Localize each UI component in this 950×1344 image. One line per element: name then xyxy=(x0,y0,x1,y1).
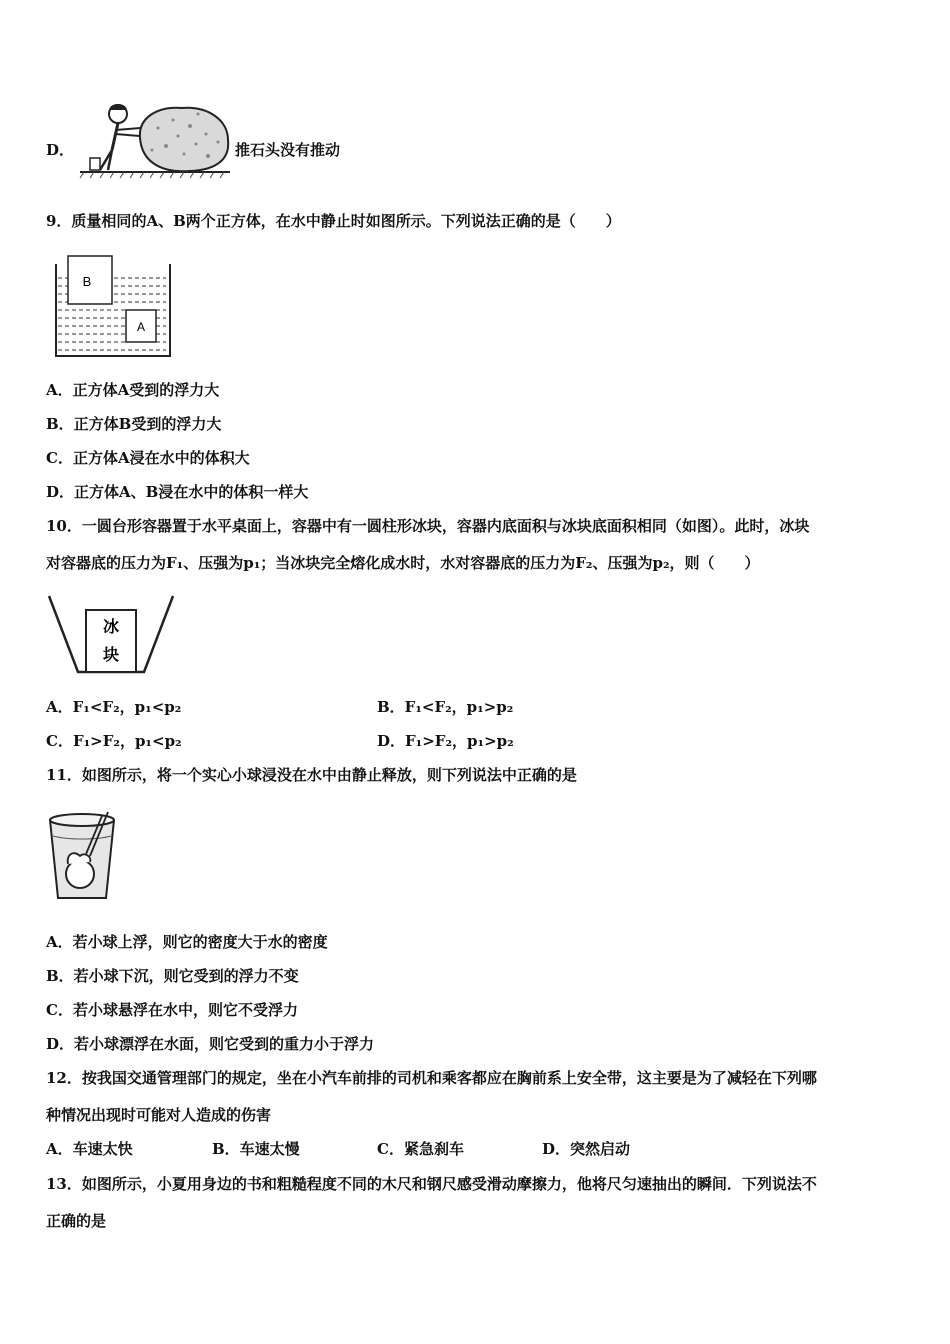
pushing-rock-figure xyxy=(78,98,238,188)
q10-fig-label-block: 块 xyxy=(102,645,120,664)
q12-question-line1: 12．按我国交通管理部门的规定，坐在小汽车前排的司机和乘客都应在胸前系上安全带，这主要是为了减轻在下列哪 xyxy=(46,1069,817,1087)
q10-fig-label-ice: 冰 xyxy=(102,617,120,636)
q9-container-figure xyxy=(54,250,174,360)
q9-fig-label-b: B xyxy=(82,274,92,289)
q10-question-line2: 对容器底的压力为F₁、压强为p₁；当冰块完全熔化成水时，水对容器底的压力为F₂、压强为p₂，则（ ） xyxy=(46,554,760,572)
q9-fig-label-a: A xyxy=(136,320,146,334)
q12-option-a: A．车速太快 xyxy=(46,1140,133,1158)
q10-option-a: A．F₁<F₂，p₁<p₂ xyxy=(46,698,182,716)
q11-option-b: B．若小球下沉，则它受到的浮力不变 xyxy=(46,967,299,985)
q10-option-d: D．F₁>F₂，p₁>p₂ xyxy=(377,732,514,750)
q9-question: 9．质量相同的A、B两个正方体，在水中静止时如图所示。下列说法正确的是（ ） xyxy=(46,212,621,230)
q13-question-line1: 13．如图所示，小夏用身边的书和粗糙程度不同的木尺和钢尺感受滑动摩擦力，他将尺匀速抽出的瞬间．下列说法不 xyxy=(46,1175,817,1193)
q12-option-c: C．紧急刹车 xyxy=(377,1140,464,1158)
q8-option-d-caption: 推石头没有推动 xyxy=(235,141,341,159)
q9-option-a: A．正方体A受到的浮力大 xyxy=(46,381,220,399)
q11-glass-ball-figure xyxy=(44,806,120,906)
q10-option-b: B．F₁<F₂，p₁>p₂ xyxy=(377,698,514,716)
q9-option-d: D．正方体A、B浸在水中的体积一样大 xyxy=(46,483,309,501)
q13-question-line2: 正确的是 xyxy=(46,1212,107,1230)
q12-option-b: B．车速太慢 xyxy=(212,1140,300,1158)
q12-option-d: D．突然启动 xyxy=(542,1140,631,1158)
q8-option-d-label: D． xyxy=(46,141,75,159)
q11-option-d: D．若小球漂浮在水面，则它受到的重力小于浮力 xyxy=(46,1035,375,1053)
q10-option-c: C．F₁>F₂，p₁<p₂ xyxy=(46,732,182,750)
q9-option-b: B．正方体B受到的浮力大 xyxy=(46,415,222,433)
q12-question-line2: 种情况出现时可能对人造成的伤害 xyxy=(46,1106,272,1124)
q11-option-c: C．若小球悬浮在水中，则它不受浮力 xyxy=(46,1001,298,1019)
q10-question-line1: 10．一圆台形容器置于水平桌面上，容器中有一圆柱形冰块，容器内底面积与冰块底面积相同（如图）。此时，冰块 xyxy=(46,517,810,535)
q11-question: 11．如图所示，将一个实心小球浸没在水中由静止释放，则下列说法中正确的是 xyxy=(46,766,577,784)
q11-option-a: A．若小球上浮，则它的密度大于水的密度 xyxy=(46,933,328,951)
q10-ice-container-figure xyxy=(46,592,176,677)
q9-option-c: C．正方体A浸在水中的体积大 xyxy=(46,449,250,467)
